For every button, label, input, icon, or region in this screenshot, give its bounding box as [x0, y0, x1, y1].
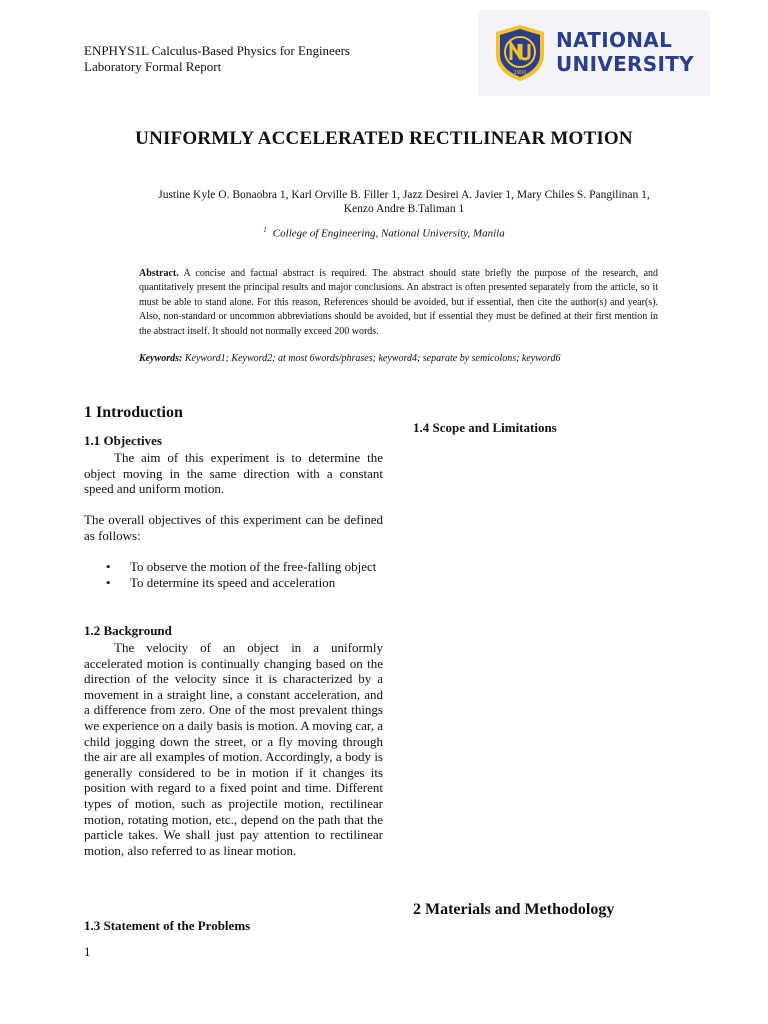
abstract-label: Abstract. — [139, 268, 179, 279]
keywords-label: Keywords: — [139, 353, 183, 364]
logo-line-1: NATIONAL — [556, 28, 673, 52]
affiliation-text: College of Engineering, National University, Manila — [272, 227, 505, 240]
abstract — [139, 267, 658, 339]
objectives-list — [84, 559, 383, 590]
section-1-1-heading: 1.1 Objectives — [84, 433, 162, 448]
objectives-intro-paragraph: The overall objectives of this experiment can be defined as follows: — [84, 512, 383, 543]
author-list — [120, 188, 688, 216]
logo-wordmark — [556, 28, 694, 76]
list-item: • To observe the motion of the free-falling object — [106, 559, 377, 574]
section-1-2-heading: 1.2 Background — [84, 623, 172, 638]
logo-line-2: UNIVERSITY — [556, 52, 694, 76]
keywords-text: Keyword1; Keyword2; at most 6words/phrases; keyword4; separate by semicolons; keyword6 — [184, 353, 561, 364]
author-line-2: Kenzo Andre B.Taliman 1 — [343, 203, 465, 215]
affiliation-marker: 1 — [263, 226, 267, 234]
university-seal-icon — [492, 23, 548, 83]
report-type: Laboratory Formal Report — [84, 59, 222, 74]
section-2-heading: 2 Materials and Methodology — [413, 901, 615, 918]
background-paragraph: The velocity of an object in a uniformly accelerated motion is continually changing based on the direction of the velocity since it is characterized by a movement in a straight line, a constant acceleration, and a difference from zero. One of the most prevalent things we experience on a daily basis is motion. A moving car, a child jogging down the street, or a fly moving through the air are all examples of motion. Accordingly, a body is generally considered to be in motion if it changes its position with regard to a fixed point and time. Different types of motion, such as projectile motion, rectilinear motion, rotating motion, etc., depend on the path that the particle takes. We shall just pay attention to rectilinear motion, also referred to as linear motion. — [84, 640, 383, 858]
course-title: ENPHYS1L Calculus-Based Physics for Engineers — [84, 43, 350, 58]
seal-year: 1900 — [513, 70, 527, 76]
list-item: • To determine its speed and acceleration — [106, 574, 336, 590]
paper-title: UNIFORMLY ACCELERATED RECTILINEAR MOTION — [135, 128, 633, 149]
section-1-3-heading: 1.3 Statement of the Problems — [84, 918, 251, 933]
section-1-heading: 1 Introduction — [84, 404, 183, 421]
affiliation — [0, 226, 768, 240]
page-number: 1 — [84, 944, 91, 959]
abstract-text: A concise and factual abstract is required. The abstract should state briefly the purpose of the research, and quantitatively present the principal results and major conclusions. An abstract is often presented separately from the article, so it must be able to stand alone. For this reason, References should be avoided, but if essential, then cite the author(s) and year(s). Also, non-standard or uncommon abbreviations should be avoided, but if essential they must be defined at their first mention in the abstract itself. It should not normally exceed 200 words. — [139, 268, 659, 337]
keywords — [139, 353, 658, 364]
running-header — [84, 43, 350, 75]
objectives-paragraph: The aim of this experiment is to determine the object moving in the same direction with a constant speed and uniform motion. — [84, 450, 383, 497]
author-line-1: Justine Kyle O. Bonaobra 1, Karl Orville B. Filler 1, Jazz Desirei A. Javier 1, Mary Chiles S. Pangilinan 1, — [158, 189, 650, 201]
section-1-4-heading: 1.4 Scope and Limitations — [413, 420, 557, 435]
university-logo — [478, 10, 710, 96]
